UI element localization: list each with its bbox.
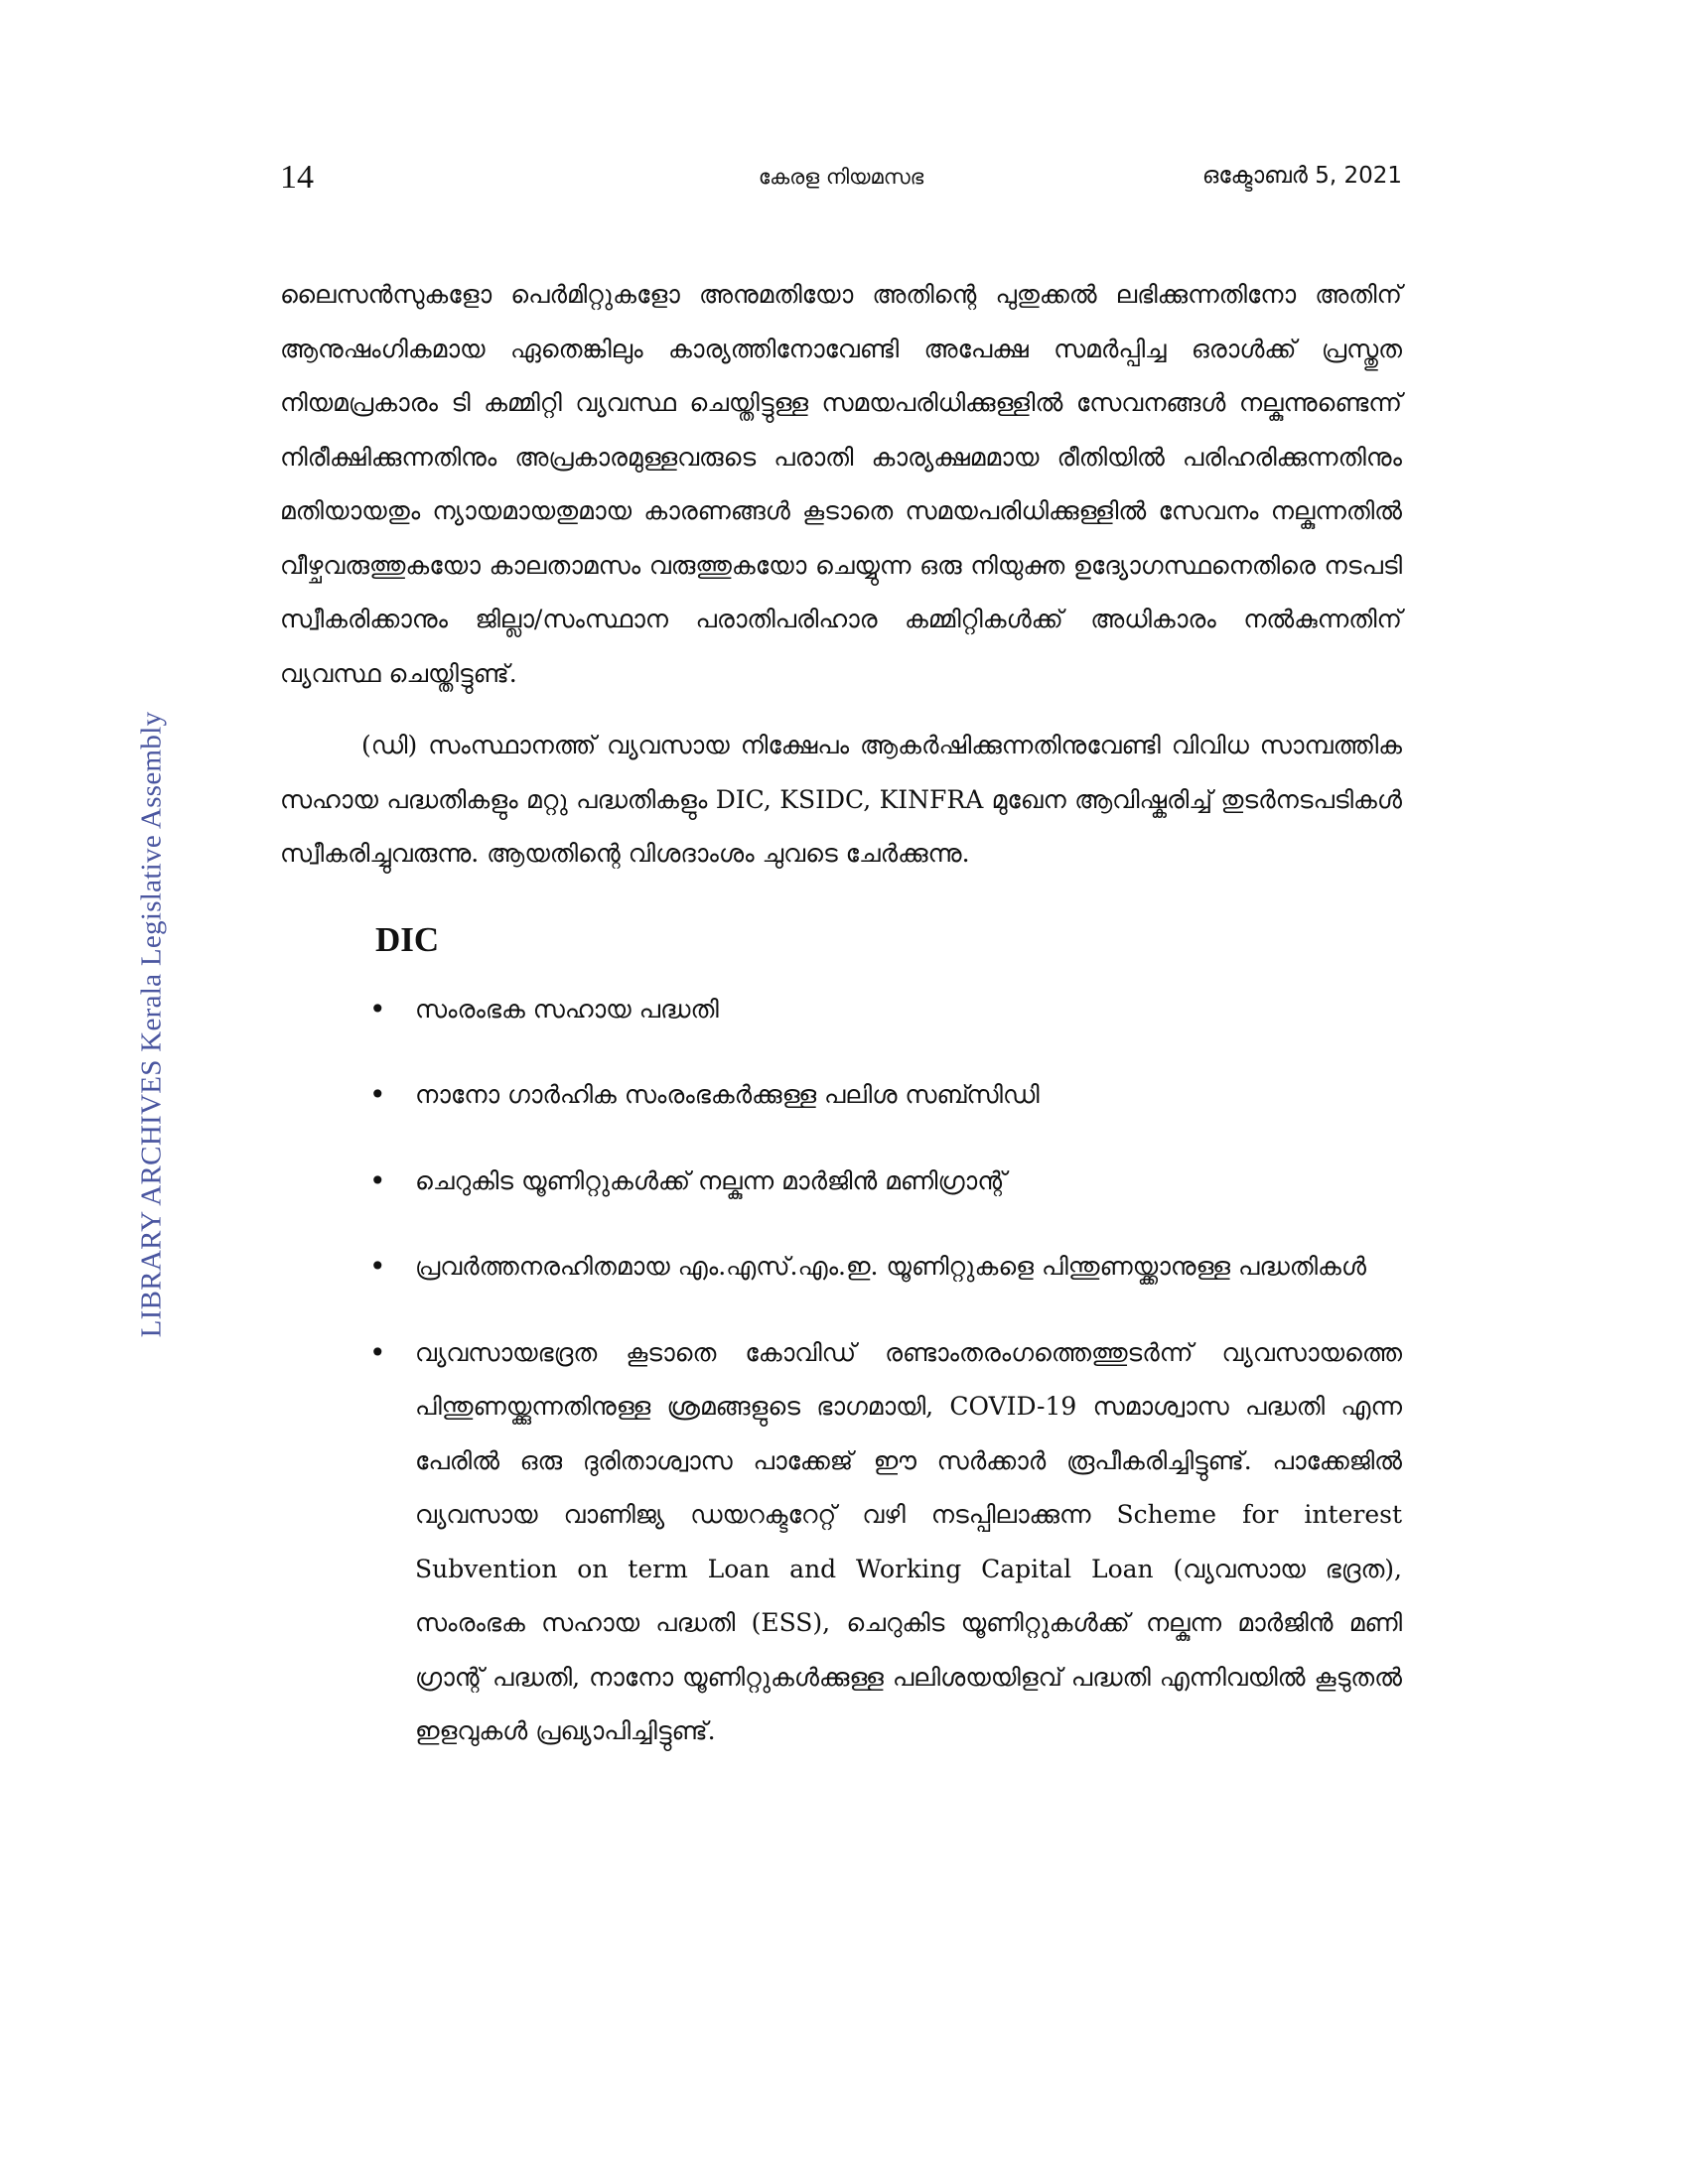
page-body bbox=[280, 268, 1402, 1791]
page-header bbox=[280, 159, 1402, 208]
watermark-text: LIBRARY ARCHIVES Kerala Legislative Assembly bbox=[135, 711, 168, 1338]
header-date: ഒക്ടോബർ 5, 2021 bbox=[1201, 163, 1402, 189]
body-paragraph: (ഡി) സംസ്ഥാനത്ത് വ്യവസായ നിക്ഷേപം ആകർഷിക്കുന്നതിനുവേണ്ടി വിവിധ സാമ്പത്തിക സഹായ പദ്ധതികളും മറ്റു പദ്ധതികളും DIC, KSIDC, KINFRA മുഖേന ആവിഷ്കരിച്ച് തുടർനടപടികൾ സ്വീകരിച്ചുവരുന്നു. ആയതിന്റെ വിശദാംശം ചുവടെ ചേർക്കുന്നു. bbox=[280, 731, 1402, 868]
page-number: 14 bbox=[280, 159, 314, 196]
list-item: • പ്രവർത്തനരഹിതമായ എം.എസ്.എം.ഇ. യൂണിറ്റുകളെ പിന്തുണയ്ക്കാനുള്ള പദ്ധതികൾ bbox=[415, 1240, 1402, 1295]
body-paragraph: ലൈസൻസുകളോ പെർമിറ്റുകളോ അനുമതിയോ അതിന്റെ പുതുക്കൽ ലഭിക്കുന്നതിനോ അതിന് ആനുഷംഗികമായ ഏതെങ്കിലും കാര്യത്തിനോവേണ്ടി അപേക്ഷ സമർപ്പിച്ച ഒരാൾക്ക് പ്രസ്തുത നിയമപ്രകാരം ടി കമ്മിറ്റി വ്യവസ്ഥ ചെയ്തിട്ടുള്ള സമയപരിധിക്കുള്ളിൽ സേവനങ്ങൾ നല്കുന്നുണ്ടെന്ന് നിരീക്ഷിക്കുന്നതിനും അപ്രകാരമുള്ളവരുടെ പരാതി കാര്യക്ഷമമായ രീതിയിൽ പരിഹരിക്കുന്നതിനും മതിയായതും ന്യായമായതുമായ കാരണങ്ങൾ കൂടാതെ സമയപരിധിക്കുള്ളിൽ സേവനം നല്കുന്നതിൽ വീഴ്ചവരുത്തുകയോ കാലതാമസം വരുത്തുകയോ ചെയ്യുന്ന ഒരു നിയുക്ത ഉദ്യോഗസ്ഥനെതിരെ നടപടി സ്വീകരിക്കാനും ജില്ലാ/സംസ്ഥാന പരാതിപരിഹാര കമ്മിറ്റികൾക്ക് അധികാരം നൽകുന്നതിന് വ്യവസ്ഥ ചെയ്തിട്ടുണ്ട്. bbox=[280, 280, 1402, 688]
list-item: • നാനോ ഗാർഹിക സംരംഭകർക്കുള്ള പലിശ സബ്സിഡി bbox=[415, 1068, 1402, 1123]
scheme-list bbox=[280, 983, 1402, 1759]
header-title: കേരള നിയമസഭ bbox=[758, 165, 924, 189]
list-item: • ചെറുകിട യൂണിറ്റുകൾക്ക് നല്കുന്ന മാർജിൻ മണിഗ്രാന്റ് bbox=[415, 1155, 1402, 1209]
section-heading: DIC bbox=[375, 919, 440, 959]
list-item: • വ്യവസായഭദ്രത കൂടാതെ കോവിഡ് രണ്ടാംതരംഗത്തെത്തുടർന്ന് വ്യവസായത്തെ പിന്തുണയ്ക്കുന്നതിനുള്ള ശ്രമങ്ങളുടെ ഭാഗമായി, COVID-19 സമാശ്വാസ പദ്ധതി എന്ന പേരിൽ ഒരു ദുരിതാശ്വാസ പാക്കേജ് ഈ സർക്കാർ രൂപീകരിച്ചിട്ടുണ്ട്. പാക്കേജിൽ വ്യവസായ വാണിജ്യ ഡയറക്ടറേറ്റ് വഴി നടപ്പിലാക്കുന്ന Scheme for interest Subvention on term Loan and Working Capital Loan (വ്യവസായ ഭദ്രത), സംരംഭക സഹായ പദ്ധതി (ESS), ചെറുകിട യൂണിറ്റുകൾക്ക് നല്കുന്ന മാർജിൻ മണി ഗ്രാന്റ് പദ്ധതി, നാനോ യൂണിറ്റുകൾക്കുള്ള പലിശയയിളവ് പദ്ധതി എന്നിവയിൽ കൂടുതൽ ഇളവുകൾ പ്രഖ്യാപിച്ചിട്ടുണ്ട്. bbox=[415, 1326, 1402, 1759]
list-item: • സംരംഭക സഹായ പദ്ധതി bbox=[415, 983, 1402, 1037]
